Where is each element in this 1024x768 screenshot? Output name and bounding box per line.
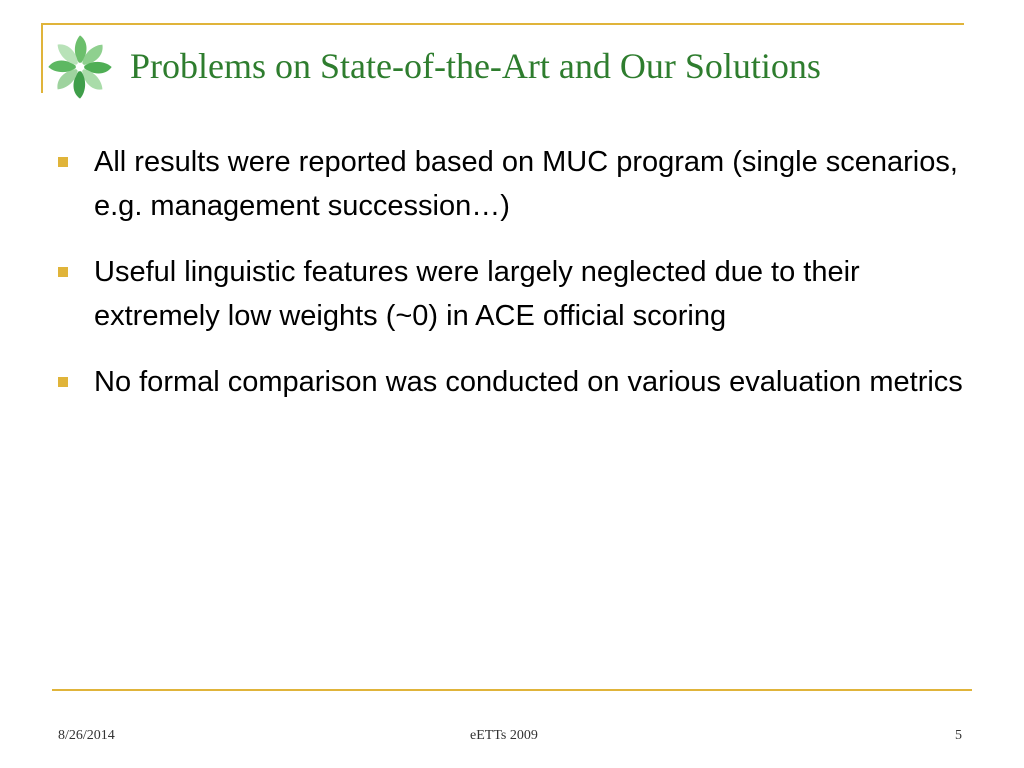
page-number: 5 (955, 728, 962, 743)
bullet-text: Useful linguistic features were largely neglected due to their extremely low weights (~0) in ACE official scoring (94, 256, 860, 332)
footer-event: eETTs 2009 (470, 728, 538, 743)
square-bullet-icon (58, 377, 68, 387)
square-bullet-icon (58, 157, 68, 167)
bullet-text: No formal comparison was conducted on various evaluation metrics (94, 366, 963, 398)
slide-title: Problems on State-of-the-Art and Our Solutions (130, 46, 821, 86)
pinwheel-logo-icon (44, 31, 116, 103)
footer-date: 8/26/2014 (58, 728, 115, 743)
bullet-item (56, 360, 976, 404)
bullet-list (56, 140, 976, 426)
footer-divider (52, 689, 972, 691)
bullet-item (56, 250, 976, 338)
square-bullet-icon (58, 267, 68, 277)
header-frame-left-line (41, 23, 43, 93)
bullet-item (56, 140, 976, 228)
header-frame-top-line (41, 23, 964, 25)
bullet-text: All results were reported based on MUC program (single scenarios, e.g. management succession…) (94, 146, 958, 222)
